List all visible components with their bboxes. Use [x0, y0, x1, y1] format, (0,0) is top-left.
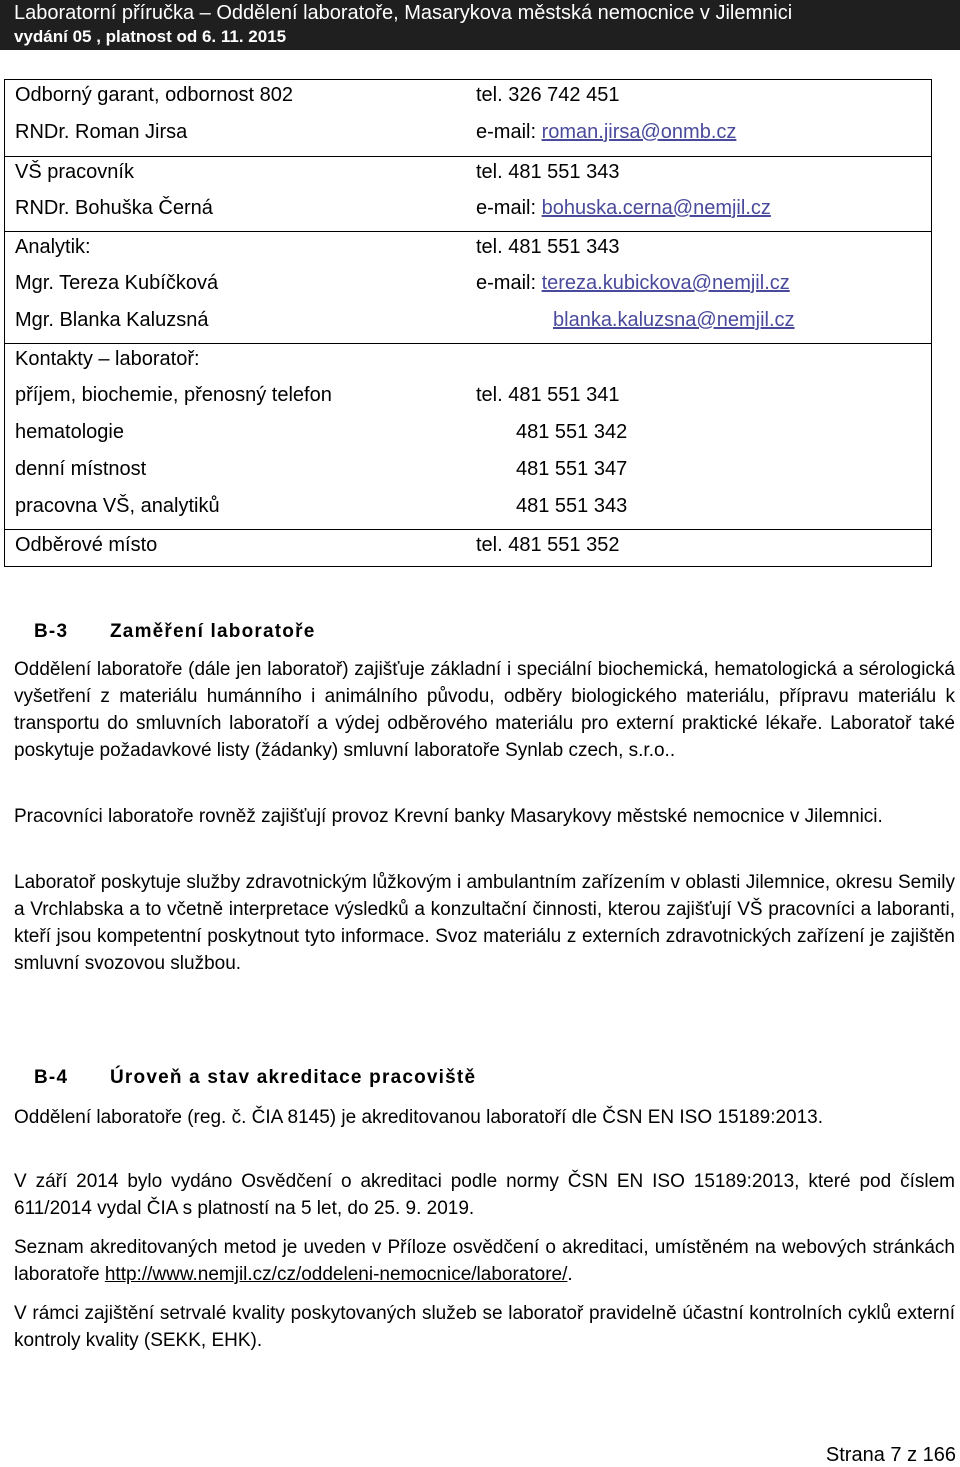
header-edition: vydání 05 , platnost od 6. 11. 2015: [14, 27, 287, 46]
paragraph: V rámci zajištění setrvalé kvality poskytovaných služeb se laboratoř pravidelně účastní kontrolních cyklů externí kontroly kvality (SEKK, EHK).: [14, 1303, 955, 1351]
section-number: B-3: [34, 621, 69, 642]
lab-contacts-heading: Kontakty – laboratoř:: [5, 343, 931, 347]
document-header: [0, 0, 960, 50]
paragraph: Seznam akreditovaných metod je uveden v Příloze osvědčení o akreditaci, umístěném na webových stránkách laboratoře http://www.nemjil.cz/cz/oddeleni-nemocnice/laboratore/.: [14, 1237, 955, 1285]
contact-row-analyst-role: Analytik: tel. 481 551 343: [5, 231, 931, 235]
section-title: Úroveň a stav akreditace pracoviště: [110, 1067, 477, 1088]
section-b3-heading: [34, 621, 315, 643]
paragraph: Pracovníci laboratoře rovněž zajišťují provoz Krevní banky Masarykovy městské nemocnice v Jilemnici.: [14, 806, 883, 827]
paragraph: V září 2014 bylo vydáno Osvědčení o akreditaci podle normy ČSN EN ISO 15189:2013, které pod číslem 611/2014 vydal ČIA s platností na 5 let, do 25. 9. 2019.: [14, 1171, 955, 1219]
section-b4-heading: [34, 1067, 476, 1089]
vs-email-link[interactable]: bohuska.cerna@nemjil.cz: [541, 197, 771, 219]
header-title: Laboratorní příručka – Oddělení laboratoře, Masarykova městská nemocnice v Jilemnici: [14, 2, 793, 24]
paragraph: Oddělení laboratoře (reg. č. ČIA 8145) je akreditovanou laboratoří dle ČSN EN ISO 15189:2013.: [14, 1107, 824, 1128]
contact-row-sampling: Odběrové místo tel. 481 551 352: [5, 529, 931, 533]
section-title: Zaměření laboratoře: [110, 621, 316, 642]
paragraph: Oddělení laboratoře (dále jen laboratoř) zajišťuje základní i speciální biochemická, hematologická a sérologická vyšetření z materiálu humánního i animálního původu, odběry biologického materiálu, přípravu materiálu k transportu do smluvních laboratoří a výdej odběrového materiálu pro externí praktické lékaře. Laboratoř také poskytuje požadavkové listy (žádanky) smluvní laboratoře Synlab czech, s.r.o..: [14, 659, 955, 761]
guarantor-email-link[interactable]: roman.jirsa@onmb.cz: [541, 121, 737, 143]
analyst1-email-link[interactable]: tereza.kubickova@nemjil.cz: [541, 272, 790, 294]
analyst2-email-link[interactable]: blanka.kaluzsna@nemjil.cz: [553, 309, 795, 331]
paragraph: Laboratoř poskytuje služby zdravotnickým lůžkovým i ambulantním zařízením v oblasti Jilemnice, okresu Semily a Vrchlabska a to včetně interpretace výsledků a konzultační činnosti, kterou zajišťují VŠ pracovníci a laboranti, kteří jsou kompetentní poskytnout tyto informace. Svoz materiálu z externích zdravotnických zařízení je zajištěn smluvní svozovou službou.: [14, 872, 955, 974]
contacts-table: Odborný garant, odbornost 802 tel. 326 742 451 RNDr. Roman Jirsa e-mail: roman.jirsa@onmb.cz VŠ pracovník tel. 481 551 343 RNDr. Bohuška Černá e-mail: bohuska.cerna@nemjil.cz Analytik: tel. 481 551 343 Mgr. Tereza Kubíčková e-mail: tereza.kubickova@nemjil.cz Mgr. Blanka Kaluzsná blanka.kaluzsna@nemjil.cz Kontakty – laboratoř: příjem, biochemie, přenosný telefon tel. 481 551 341 hematologie 481 551 342 denní místnost 481 551 347 pracovna VŠ, analytiků 481 551 343 Odběrové místo tel. 481 551 352: [4, 79, 932, 567]
section-number: B-4: [34, 1067, 69, 1088]
contact-row-vs-role: VŠ pracovník tel. 481 551 343: [5, 156, 931, 160]
laboratory-website-link[interactable]: http://www.nemjil.cz/cz/oddeleni-nemocnice/laboratore/: [104, 1264, 568, 1285]
page-number: Strana 7 z 166: [825, 1444, 956, 1466]
